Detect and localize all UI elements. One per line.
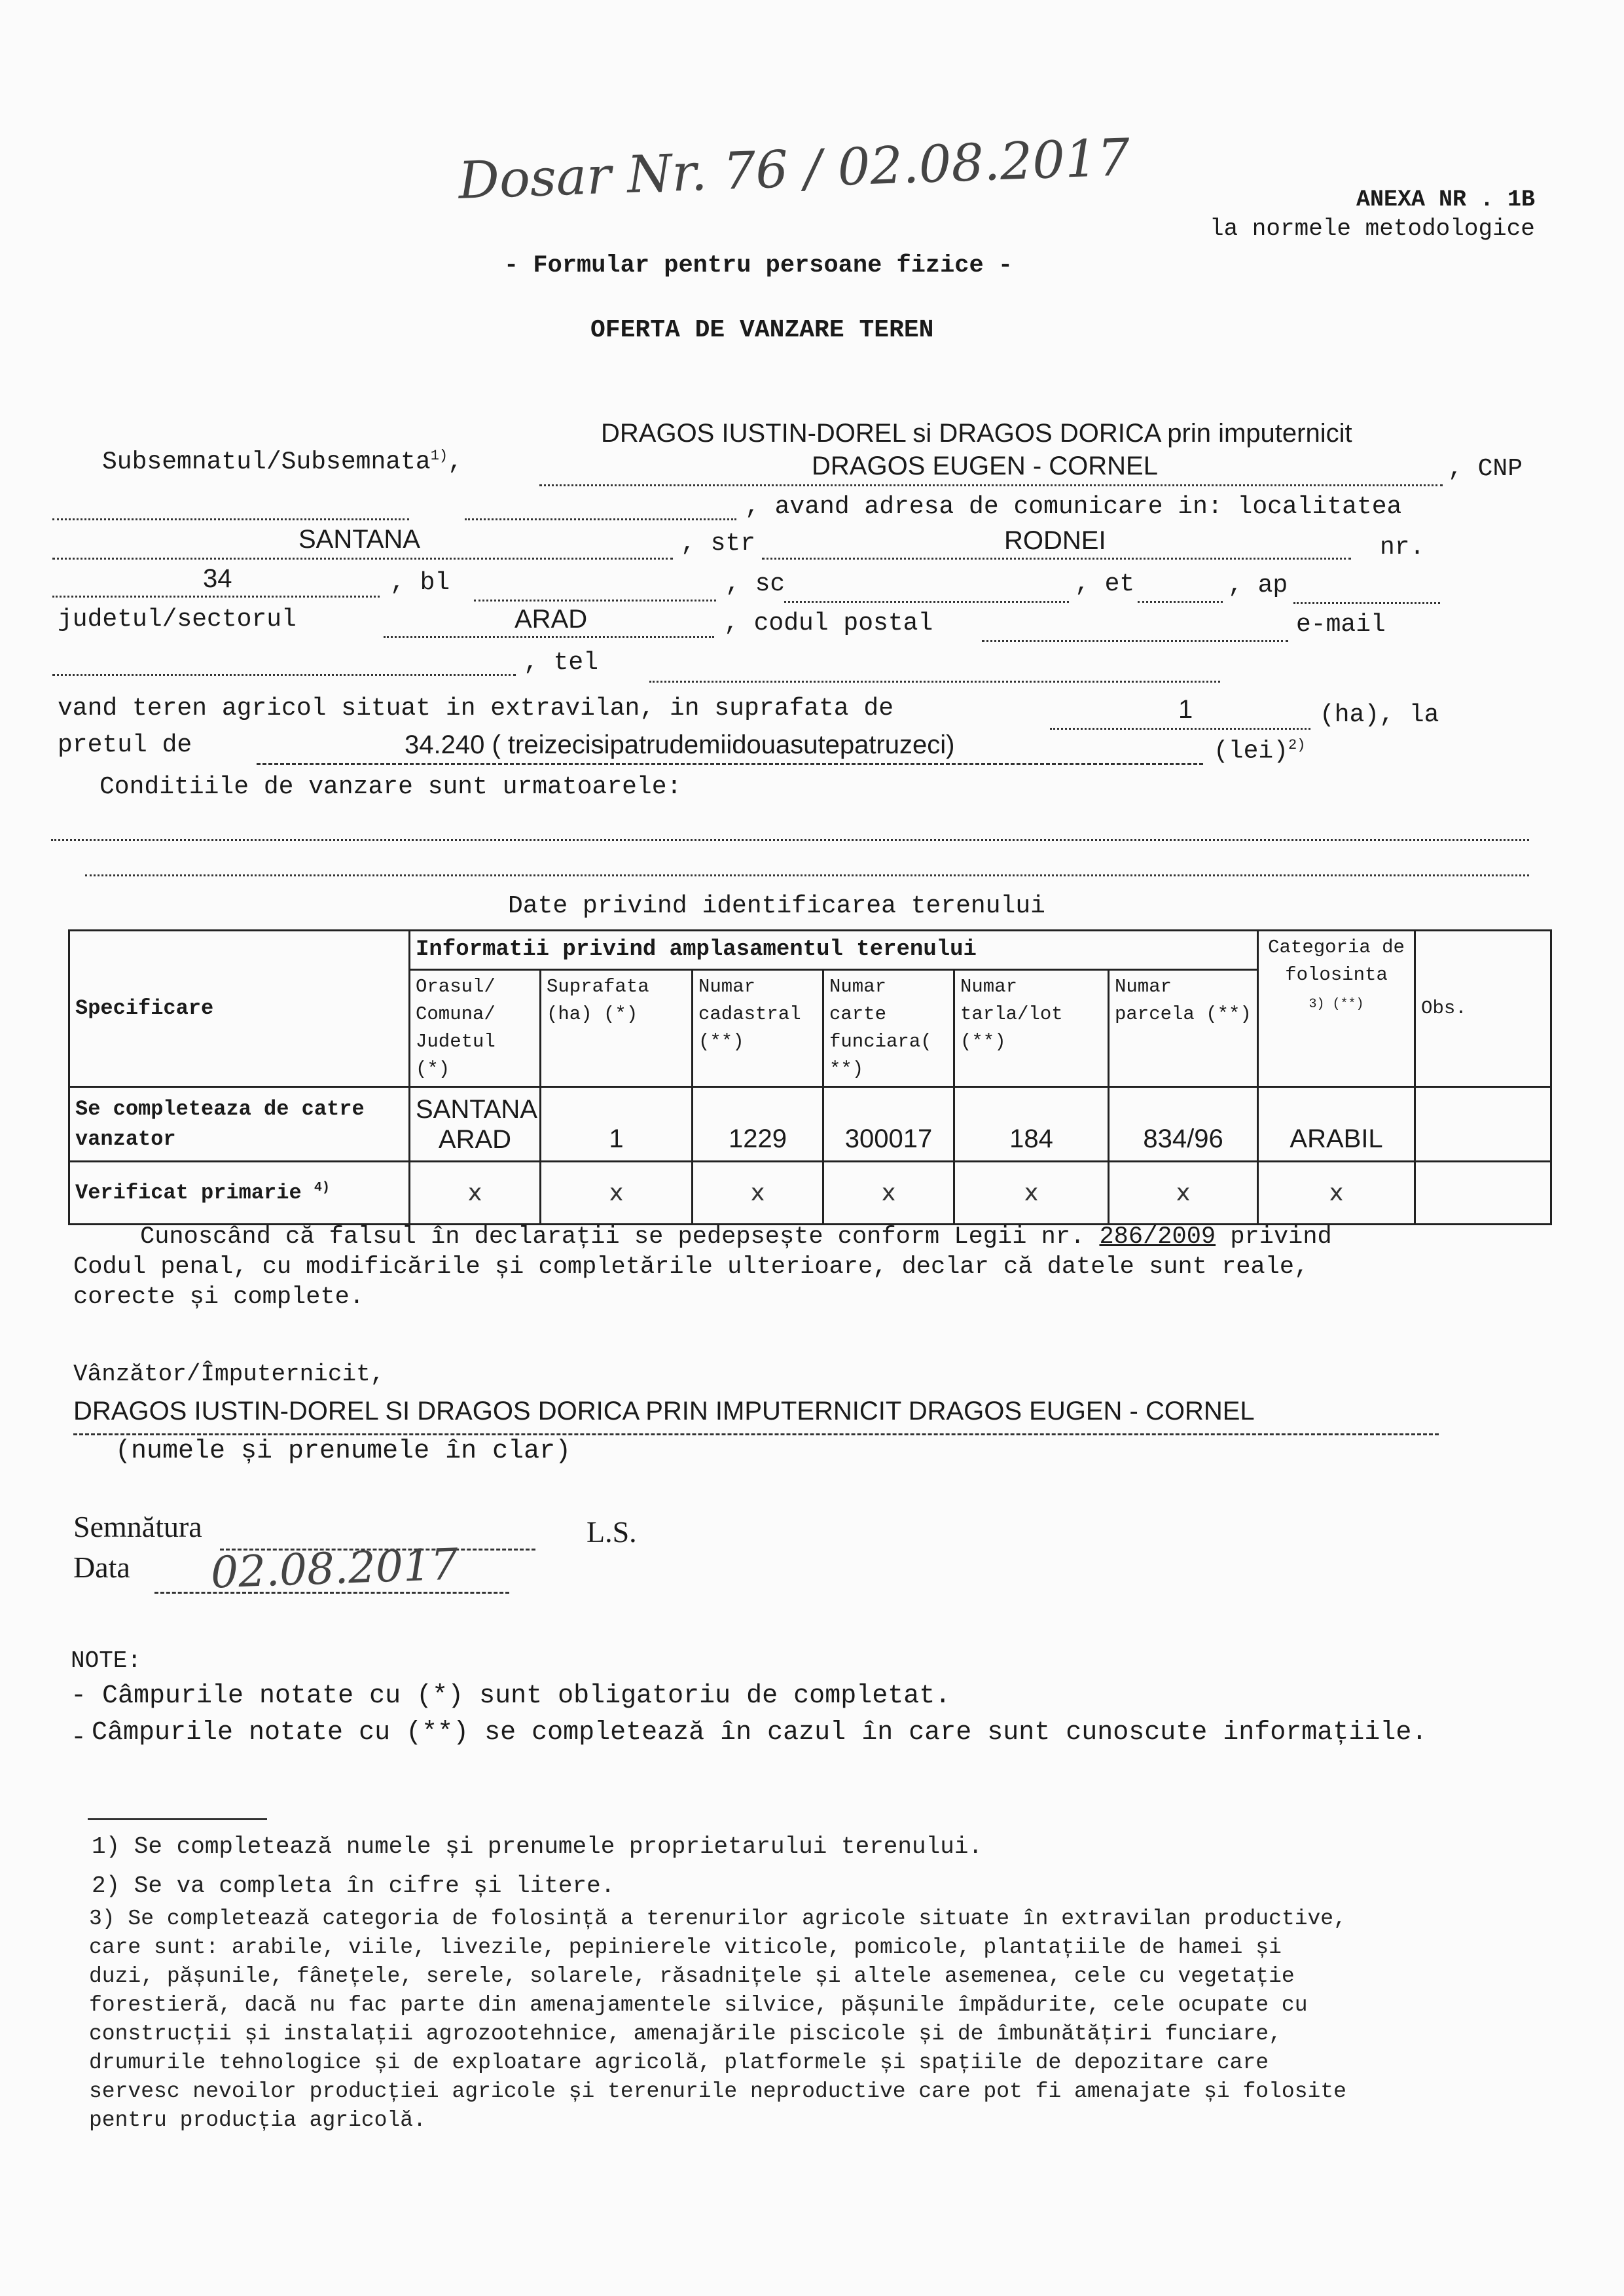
strada-value: RODNEI bbox=[1004, 526, 1106, 555]
notes-title: NOTE: bbox=[71, 1647, 142, 1674]
semnatura-label: Semnătura bbox=[73, 1510, 202, 1543]
conditii-label: Conditiile de vanzare sunt urmatoarele: bbox=[99, 773, 682, 801]
declaration-line2: Codul penal, cu modificările și completările ulterioare, declar că datele sunt reale, bbox=[73, 1253, 1309, 1281]
seller-name-line2: DRAGOS EUGEN - CORNEL bbox=[812, 452, 1158, 480]
judet-value: ARAD bbox=[514, 605, 588, 634]
numar-field bbox=[52, 596, 380, 598]
strada-label: , str bbox=[681, 529, 756, 558]
empty-cell bbox=[1415, 1162, 1551, 1225]
cell-obs bbox=[1415, 1087, 1551, 1162]
header-specificare: Specificare bbox=[69, 931, 410, 1087]
table-row bbox=[69, 1087, 1551, 1162]
annex-subtitle: la normele metodologice bbox=[1210, 215, 1535, 242]
vanzator-label: Vânzător/Împuternicit, bbox=[73, 1361, 385, 1388]
pret-value: 34.240 ( treizecisipatrudemiidouasutepatruzeci) bbox=[405, 730, 955, 759]
row-label-primarie: Verificat primarie $^{4)}$ bbox=[69, 1162, 410, 1225]
ha-la-label: (ha), la bbox=[1320, 701, 1439, 729]
footnote-3-line: care sunt: arabile, viile, livezile, pepinierele viticole, pomicole, plantațiile de hamei și bbox=[89, 1935, 1282, 1960]
subsemnatul-label: Subsemnatul/Subsemnata$^{1)}$, bbox=[102, 448, 463, 476]
cell-carte-funciara: 300017 bbox=[823, 1087, 954, 1162]
cell-tarla: 184 bbox=[954, 1087, 1109, 1162]
data-field bbox=[154, 1592, 509, 1594]
strada-field bbox=[762, 558, 1351, 560]
judet-field bbox=[384, 636, 714, 638]
adresa-label: , avand adresa de comunicare in: localitatea bbox=[745, 493, 1402, 521]
numar-label: nr. bbox=[1380, 533, 1425, 562]
telefon-field bbox=[649, 681, 1220, 683]
header-cadastral: Numar cadastral (**) bbox=[693, 970, 823, 1087]
localitate-value: SANTANA bbox=[298, 525, 420, 554]
cell-oras: SANTANA ARAD bbox=[410, 1087, 541, 1162]
name-hint: (numele și prenumele în clar) bbox=[115, 1437, 571, 1466]
etaj-label: , et bbox=[1075, 570, 1135, 598]
telefon-label: , tel bbox=[524, 649, 599, 677]
vanzator-name: DRAGOS IUSTIN-DOREL SI DRAGOS DORICA PRIN IMPUTERNICIT DRAGOS EUGEN - CORNEL bbox=[73, 1397, 1255, 1426]
data-label: Data bbox=[73, 1551, 130, 1584]
form-type: - Formular pentru persoane fizice - bbox=[504, 252, 1013, 279]
header-suprafata: Suprafata (ha) (*) bbox=[541, 970, 693, 1087]
cod-postal-label: , codul postal bbox=[724, 609, 933, 637]
suprafata-field bbox=[1050, 728, 1310, 730]
lei-label: (lei)$^{2)}$ bbox=[1214, 737, 1306, 766]
footnote-1: 1) Se completează numele și prenumele proprietarului terenului. bbox=[92, 1833, 983, 1860]
table-caption: Date privind identificarea terenului bbox=[508, 892, 1045, 920]
header-parcela: Numar parcela (**) bbox=[1109, 970, 1258, 1087]
check-mark: x bbox=[954, 1162, 1109, 1225]
cnp-field-2 bbox=[465, 518, 736, 520]
conditii-field-2 bbox=[85, 874, 1529, 876]
localitate-field bbox=[52, 558, 673, 560]
cnp-label: , CNP bbox=[1448, 455, 1523, 483]
email-field bbox=[52, 674, 516, 676]
check-mark: x bbox=[1109, 1162, 1258, 1225]
footnote-3-line: forestieră, dacă nu fac parte din amenajamentele silvice, pășunile împădurite, cele ocupate cu bbox=[89, 1993, 1308, 2017]
cell-categoria: ARABIL bbox=[1258, 1087, 1415, 1162]
footnote-3-line: duzi, pășunile, fânețele, serele, solarele, răsadnițele și altele asemenea, cele cu vegetație bbox=[89, 1964, 1295, 1988]
footnote-separator bbox=[88, 1818, 267, 1820]
footnote-3-line: servesc nevoilor producției agricole și terenurile neproductive care pot fi amenajate și folosite bbox=[89, 2079, 1346, 2104]
handwritten-file-reference: Dosar Nr. 76 / 02.08.2017 bbox=[457, 128, 1131, 211]
apartament-field bbox=[1293, 602, 1440, 604]
header-categoria: Categoria de folosinta 3) (**) bbox=[1258, 931, 1415, 1087]
bloc-field bbox=[474, 600, 716, 601]
land-identification-table bbox=[68, 929, 1552, 1225]
header-informatii: Informatii privind amplasamentul terenului bbox=[410, 931, 1258, 970]
footnote-3-line: construcții și instalații agrozootehnice, amenajările piscicole și de îmbunătățiri funciare, bbox=[89, 2022, 1282, 2046]
check-mark: x bbox=[1258, 1162, 1415, 1225]
footnote-3-line: pentru producția agricolă. bbox=[89, 2108, 426, 2132]
scara-label: , sc bbox=[725, 570, 785, 598]
apartament-label: , ap bbox=[1228, 571, 1288, 600]
row-label-vanzator: Se completeaza de catre vanzator bbox=[69, 1087, 410, 1162]
check-mark: x bbox=[693, 1162, 823, 1225]
conditii-field-1 bbox=[51, 839, 1529, 841]
header-carte-funciara: Numar carte funciara( **) bbox=[823, 970, 954, 1087]
document-title: OFERTA DE VANZARE TEREN bbox=[590, 316, 934, 344]
pret-field bbox=[257, 763, 1203, 765]
pretul-label: pretul de bbox=[58, 731, 192, 759]
suprafata-value: 1 bbox=[1178, 695, 1193, 724]
cell-parcela: 834/96 bbox=[1109, 1087, 1258, 1162]
footnote-3-line: drumurile tehnologice și de exploatare agricolă, platformele și spațiile de depozitare care bbox=[89, 2051, 1269, 2075]
footnote-2: 2) Se va completa în cifre și litere. bbox=[92, 1873, 615, 1899]
scara-field bbox=[784, 601, 1069, 603]
header-tarla: Numar tarla/lot (**) bbox=[954, 970, 1109, 1087]
ls-label: L.S. bbox=[586, 1515, 637, 1549]
numar-value: 34 bbox=[203, 564, 232, 593]
header-oras: Orasul/ Comuna/ Judetul (*) bbox=[410, 970, 541, 1087]
cod-postal-field bbox=[982, 640, 1288, 642]
note-1: - Câmpurile notate cu (*) sunt obligatoriu de completat. bbox=[71, 1681, 951, 1711]
cnp-field bbox=[52, 518, 409, 520]
cell-cadastral: 1229 bbox=[693, 1087, 823, 1162]
declaration-line3: corecte și complete. bbox=[73, 1283, 365, 1311]
bloc-label: , bl bbox=[390, 569, 450, 597]
vand-teren-label: vand teren agricol situat in extravilan, in suprafata de bbox=[58, 694, 894, 723]
email-label: e-mail bbox=[1296, 611, 1386, 639]
seller-name-field bbox=[539, 484, 1443, 486]
check-mark: x bbox=[541, 1162, 693, 1225]
handwritten-date: 02.08.2017 bbox=[209, 1539, 460, 1598]
etaj-field bbox=[1138, 601, 1223, 603]
check-mark: x bbox=[823, 1162, 954, 1225]
cell-suprafata: 1 bbox=[541, 1087, 693, 1162]
footnote-3-line: 3) Se completează categoria de folosință a terenurilor agricole situate în extravilan productive, bbox=[89, 1907, 1346, 1931]
judet-label: judetul/sectorul bbox=[58, 605, 297, 634]
declaration-line1: Cunoscând că falsul în declarații se pedepsește conform Legii nr. 286/2009 privind bbox=[140, 1223, 1332, 1251]
seller-name-line1: DRAGOS IUSTIN-DOREL si DRAGOS DORICA prin imputernicit bbox=[601, 419, 1352, 448]
table-row bbox=[69, 1162, 1551, 1225]
annex-number: ANEXA NR . 1B bbox=[1356, 187, 1536, 213]
vanzator-name-field bbox=[73, 1433, 1439, 1435]
header-obs: Obs. bbox=[1415, 931, 1551, 1087]
note-2: Câmpurile notate cu (**) se completează în cazul în care sunt cunoscute informațiile. bbox=[92, 1718, 1428, 1748]
note-2-dash: - bbox=[71, 1723, 87, 1753]
check-mark: x bbox=[410, 1162, 541, 1225]
